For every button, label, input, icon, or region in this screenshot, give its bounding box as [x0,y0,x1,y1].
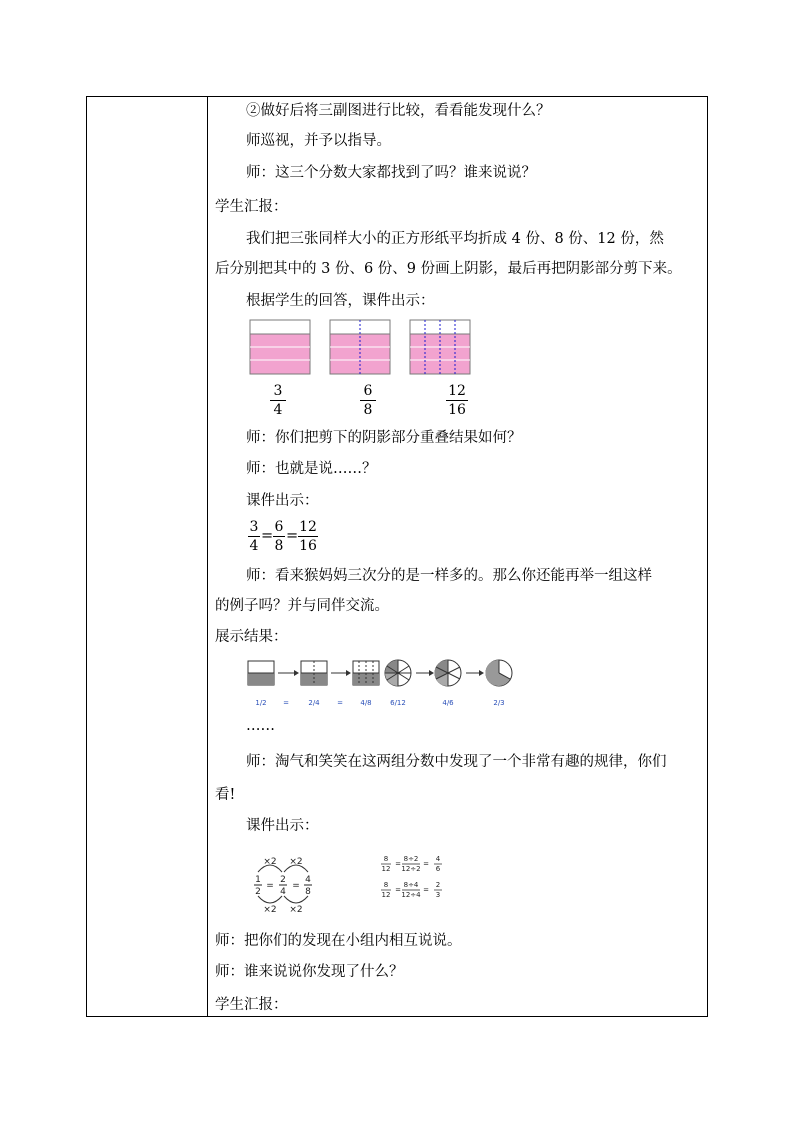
equals-sign: = [423,886,429,894]
equals-sign: = [395,860,401,868]
arrow-icon [466,670,484,676]
text-line: 师：淘气和笑笑在这两组分数中发现了一个非常有趣的规律，你们 [246,754,667,770]
result-fraction: 6/12 [390,699,406,707]
equals-sign: = [423,860,429,868]
result-fraction: 4/6 [442,699,454,707]
numerator: 8÷2 [403,855,419,863]
text-line: 看! [215,787,236,803]
rect-quarters [301,661,327,685]
text-line: 学生汇报： [215,997,288,1013]
denominator: 8 [363,402,373,418]
multiply-label: ×2 [289,857,303,867]
denominator: 4 [249,538,259,554]
numerator: 4 [435,855,441,863]
text-line: 展示结果： [215,629,288,645]
text-line: 师：这三个分数大家都找到了吗？谁来说说？ [246,165,536,181]
numerator: 12 [448,383,466,399]
text-line: …… [246,718,275,734]
result-fraction: 1/2 [255,699,267,707]
numerator: 8 [383,881,389,889]
denominator: 8 [305,887,311,897]
text-line: 课件出示： [246,818,319,834]
numerator: 8÷4 [403,881,419,889]
divide-rule-figure [378,852,458,908]
text-line: 的例子吗？并与同伴交流。 [215,598,389,614]
circle-thirds [485,660,512,686]
equals-sign: = [395,886,401,894]
equals-sign: = [292,881,300,891]
numerator: 2 [280,875,286,885]
text-line: 师巡视，并予以指导。 [246,133,391,149]
text-line: 师：看来猴妈妈三次分的是一样多的。那么你还能再举一组这样 [246,568,652,584]
numerator: 2 [435,881,441,889]
circle-twelfths [385,660,411,686]
denominator: 3 [435,891,441,899]
result-fraction: 4/8 [360,699,372,707]
numerator: 6 [363,383,373,399]
rect-halves [248,661,274,685]
square-sixteenths [410,320,470,374]
arrow-icon [416,670,434,676]
text-line: 师：把你们的发现在小组内相互说说。 [215,933,462,949]
numerator: 4 [305,875,311,885]
text-line: 课件出示： [246,493,319,509]
equals-sign: = [286,528,299,544]
text-line: 根据学生的回答，课件出示： [246,293,435,309]
denominator: 8 [274,538,284,554]
result-figure [246,657,526,713]
text-line: 后分别把其中的 3 份、6 份、9 份画上阴影，最后再把阴影部分剪下来。 [215,261,682,277]
numerator: 8 [383,855,389,863]
denominator: 4 [273,402,283,418]
denominator: 12 [381,865,391,873]
text-line: 我们把三张同样大小的正方形纸平均折成 4 份、8 份、12 份，然 [246,231,664,247]
text-line: 师：你们把剪下的阴影部分重叠结果如何？ [246,430,522,446]
multiply-rule-figure [248,852,328,916]
square-quarters [250,320,310,374]
text-line: 师：谁来说说你发现了什么？ [215,964,404,980]
numerator: 1 [255,875,261,885]
numerator: 12 [299,519,317,535]
square-eighths [330,320,390,374]
result-fraction: 2/4 [308,699,320,707]
circle-sixths [435,660,461,686]
equals-sign: = [283,699,289,707]
numerator: 3 [273,383,283,399]
multiply-label: ×2 [263,905,277,915]
arrow-icon [278,670,299,676]
folded-squares-figure [248,318,476,378]
text-line: ②做好后将三副图进行比较，看看能发现什么？ [246,103,551,119]
equals-sign: = [337,699,343,707]
denominator: 16 [299,538,317,554]
multiply-label: ×2 [263,857,277,867]
denominator: 12÷4 [401,891,421,899]
equals-sign: = [266,881,274,891]
numerator: 6 [274,519,284,535]
column-divider [207,96,208,1017]
denominator: 12 [381,891,391,899]
arrow-icon [331,670,351,676]
text-line: 师：也就是说……？ [246,461,377,477]
multiply-label: ×2 [289,905,303,915]
rect-eighths [353,661,379,685]
denominator: 6 [435,865,441,873]
fraction-6-8 [360,383,376,418]
denominator: 2 [255,887,261,897]
denominator: 4 [280,887,286,897]
text-line: 学生汇报： [215,199,288,215]
fraction-3-4 [270,383,286,418]
equals-sign: = [261,528,274,544]
numerator: 3 [249,519,259,535]
fraction-12-16 [446,383,468,418]
result-fraction: 2/3 [493,699,505,707]
denominator: 16 [448,402,466,418]
denominator: 12÷2 [401,865,421,873]
